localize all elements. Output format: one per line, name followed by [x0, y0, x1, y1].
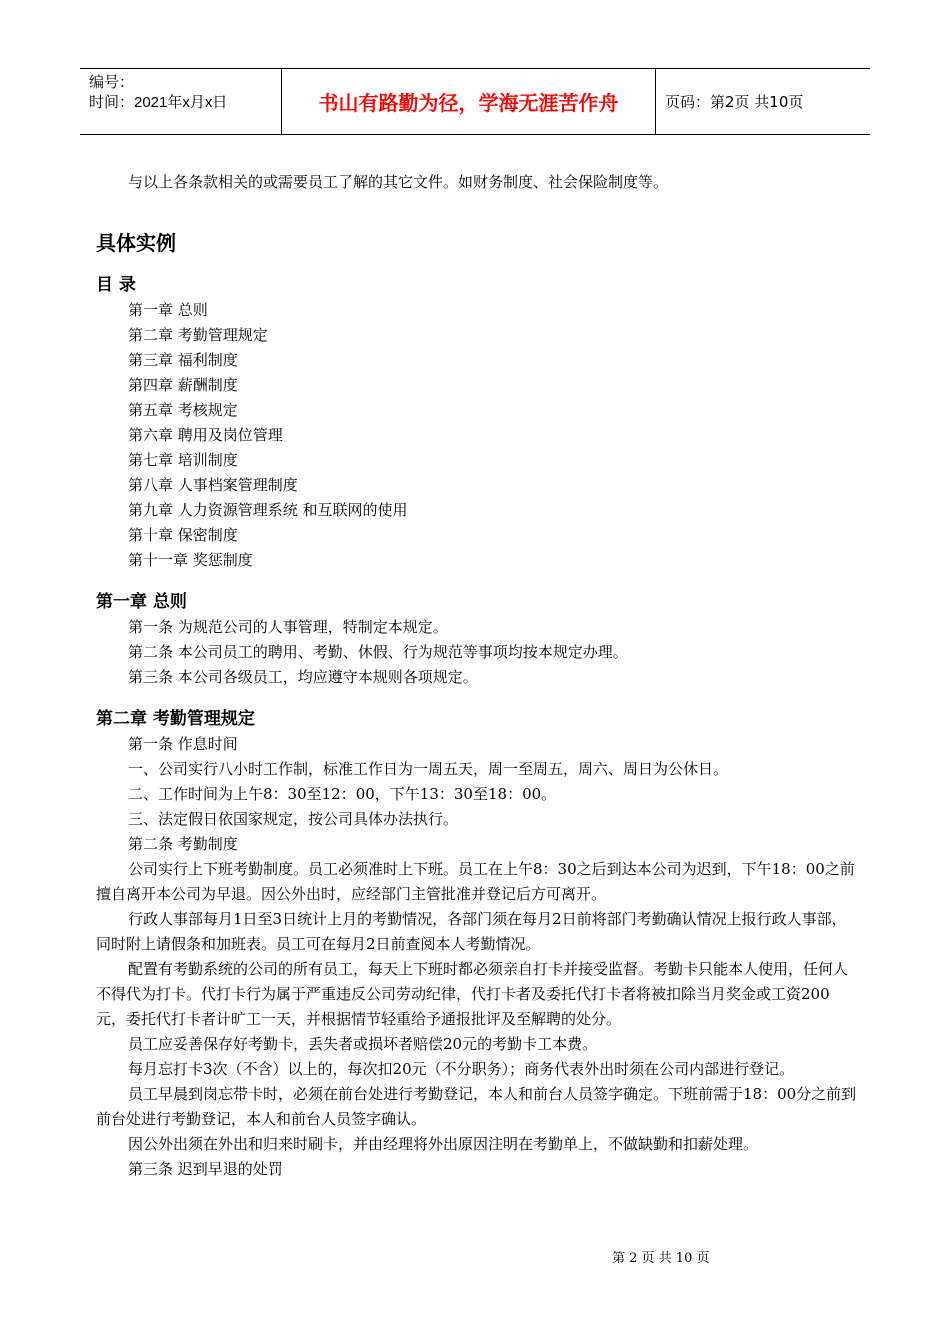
toc-item: 第十一章 奖惩制度: [128, 551, 253, 569]
header-page-info: 页码：第2页 共10页: [665, 93, 804, 111]
chapter2-paragraph: 一、公司实行八小时工作制，标准工作日为一周五天，周一至周五，周六、周日为公休日。: [128, 760, 729, 778]
chapter1-heading: 第一章 总则: [96, 592, 187, 612]
chapter2-paragraph: 因公外出须在外出和归来时刷卡，并由经理将外出原因注明在考勤单上，不做缺勤和扣薪处理。: [128, 1135, 759, 1153]
document-date-label: 时间：2021年x月x日: [89, 94, 228, 111]
header-meta: [80, 69, 282, 134]
chapter1-article: 第一条 为规范公司的人事管理，特制定本规定。: [128, 618, 448, 636]
toc-item: 第八章 人事档案管理制度: [128, 476, 298, 494]
toc-heading: 目 录: [96, 275, 136, 295]
toc-item: 第一章 总则: [128, 301, 208, 319]
toc-item: 第二章 考勤管理规定: [128, 326, 268, 344]
chapter2-heading: 第二章 考勤管理规定: [96, 709, 255, 729]
chapter2-paragraph: 第三条 迟到早退的处罚: [128, 1160, 283, 1178]
chapter2-paragraph: 二、工作时间为上午8：30至12：00，下午13：30至18：00。: [128, 785, 557, 803]
toc-item: 第九章 人力资源管理系统 和互联网的使用: [128, 501, 408, 519]
chapter2-paragraph: 配置有考勤系统的公司的所有员工，每天上下班时都必须亲自打卡并接受监督。考勤卡只能本人使用，任何人不得代为打卡。代打卡行为属于严重违反公司劳动纪律，代打卡者及委托代打卡者将被扣除当月奖金或工资200元，委托代打卡者计旷工一天，并根据情节轻重给予通报批评及至解聘的处分。: [96, 960, 849, 1028]
example-heading: 具体实例: [96, 231, 176, 255]
document-number-label: 编号：: [89, 74, 135, 91]
header-motto: 书山有路勤为径，学海无涯苦作舟: [282, 69, 656, 134]
toc-item: 第七章 培训制度: [128, 451, 238, 469]
page-header: [80, 68, 870, 135]
chapter1-article: 第三条 本公司各级员工，均应遵守本规则各项规定。: [128, 668, 478, 686]
chapter2-paragraph: 员工应妥善保存好考勤卡，丢失者或损坏者赔偿20元的考勤卡工本费。: [128, 1035, 598, 1053]
chapter2-paragraph: 员工早晨到岗忘带卡时，必须在前台处进行考勤登记，本人和前台人员签字确定。下班前需于18：00分之前到前台处进行考勤登记，本人和前台人员签字确认。: [96, 1085, 857, 1128]
chapter2-paragraph: 行政人事部每月1日至3日统计上月的考勤情况，各部门须在每月2日前将部门考勤确认情况上报行政人事部，同时附上请假条和加班表。员工可在每月2日前查阅本人考勤情况。: [96, 910, 847, 953]
toc-item: 第四章 薪酬制度: [128, 376, 238, 394]
chapter2-paragraph: 第一条 作息时间: [128, 735, 238, 753]
toc-item: 第六章 聘用及岗位管理: [128, 426, 283, 444]
chapter2-paragraph: 公司实行上下班考勤制度。员工必须准时上下班。员工在上午8：30之后到达本公司为迟到，下午18：00之前擅自离开本公司为早退。因公外出时，应经部门主管批准并登记后方可离开。: [96, 860, 855, 903]
chapter2-paragraph: 第二条 考勤制度: [128, 835, 238, 853]
chapter2-paragraph: 每月忘打卡3次（不含）以上的，每次扣20元（不分职务）；商务代表外出时须在公司内部进行登记。: [128, 1060, 795, 1078]
toc-item: 第三章 福利制度: [128, 351, 238, 369]
chapter1-article: 第二条 本公司员工的聘用、考勤、休假、行为规范等事项均按本规定办理。: [128, 643, 628, 661]
document-body: [96, 170, 858, 1182]
table-of-contents: [96, 298, 858, 573]
page-footer: 第 2 页 共 10 页: [612, 1251, 710, 1266]
toc-item: 第十章 保密制度: [128, 526, 238, 544]
toc-item: 第五章 考核规定: [128, 401, 238, 419]
intro-paragraph: 与以上各条款相关的或需要员工了解的其它文件。如财务制度、社会保险制度等。: [128, 173, 669, 191]
chapter2-paragraph: 三、法定假日依国家规定，按公司具体办法执行。: [128, 810, 459, 828]
